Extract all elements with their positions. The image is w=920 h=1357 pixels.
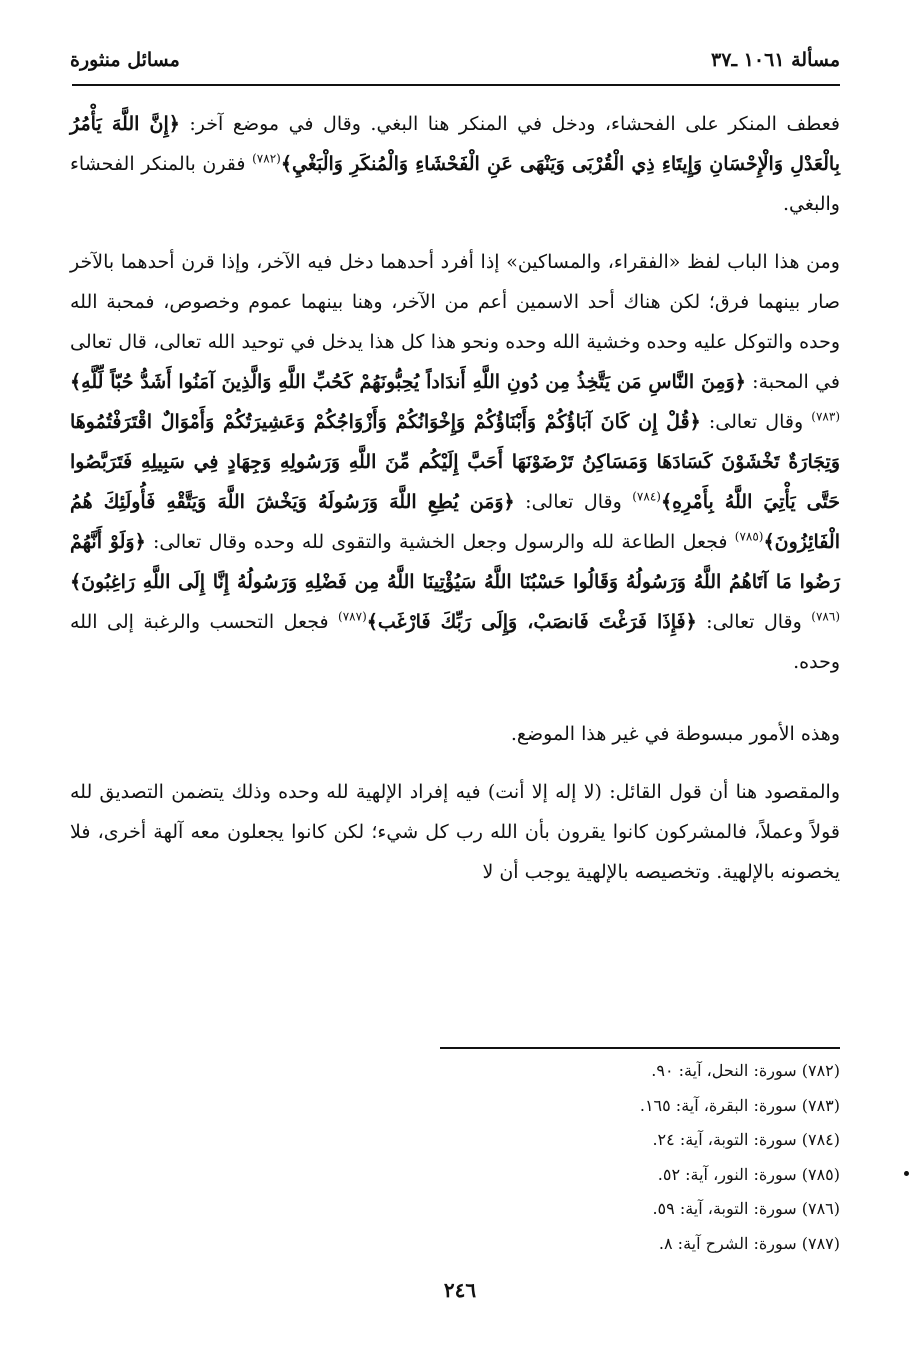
quran-verse: ﴿وَمِنَ النَّاسِ مَن يَتَّخِذُ مِن دُونِ اللَّهِ أَندَاداً يُحِبُّونَهُمْ كَحُبِّ اللَّهِ وَالَّذِينَ آمَنُوا أَشَدُّ حُبّاً لِّلَّهِ﴾ <box>70 371 746 393</box>
paragraph <box>70 242 840 682</box>
footnote-item: (٧٨٢) سورة: النحل، آية: ٩٠. <box>651 1061 840 1080</box>
footnotes-list <box>440 1054 840 1261</box>
paragraph-text: فجعل الطاعة لله والرسول وجعل الخشية والتقوى لله وحده وقال تعالى: <box>145 531 735 553</box>
paragraph-text: فعطف المنكر على الفحشاء، ودخل في المنكر هنا البغي. وقال في موضع آخر: <box>179 113 840 135</box>
footnote-item: (٧٨٤) سورة: التوبة، آية: ٢٤. <box>652 1130 840 1149</box>
main-text <box>70 104 840 892</box>
footnote-item: (٧٨٥) سورة: النور، آية: ٥٢. <box>657 1164 840 1184</box>
footnote-reference: (٧٨٢) <box>252 151 281 166</box>
footnote-reference: (٧٨٧) <box>338 609 367 624</box>
footnote-item: (٧٨٧) سورة: الشرح آية: ٨. <box>658 1233 840 1253</box>
quran-verse: ﴿وَلَوْ أَنَّهُمْ رَضُوا مَا آتَاهُمُ اللَّهُ وَرَسُولُهُ وَقَالُوا حَسْبُنَا اللَّهُ سَيُؤْتِينَا اللَّهُ مِن فَضْلِهِ وَرَسُولُهُ إِنَّا إِلَى اللَّهِ رَاغِبُونَ﴾ <box>70 531 840 593</box>
running-header <box>70 40 840 80</box>
quran-verse: ﴿قُلْ إِن كَانَ آبَاؤُكُمْ وَأَبْنَاؤُكُمْ وَإِخْوَانُكُمْ وَأَزْوَاجُكُمْ وَعَشِيرَتُكُمْ وَأَمْوَالٌ اقْتَرَفْتُمُوهَا وَتِجَارَةٌ تَخْشَوْنَ كَسَادَهَا وَمَسَاكِنُ تَرْضَوْنَهَا أَحَبَّ إِلَيْكُم مِّنَ اللَّهِ وَرَسُولِهِ وَجِهَادٍ فِي سَبِيلِهِ فَتَرَبَّصُوا حَتَّى يَأْتِيَ اللَّهُ بِأَمْرِهِ﴾ <box>70 411 840 513</box>
footnote-reference: (٧٨٥) <box>734 529 764 544</box>
footnote-reference: (٧٨٤) <box>632 489 661 504</box>
footnote-reference: (٧٨٣) <box>811 409 840 424</box>
paragraph-text: وهذه الأمور مبسوطة في غير هذا الموضع. <box>510 723 840 745</box>
paragraph-text: فجعل التحسب والرغبة إلى الله وحده. <box>70 611 840 673</box>
footnote-item: (٧٨٦) سورة: التوبة، آية: ٥٩. <box>652 1199 840 1218</box>
paragraph-text: والمقصود هنا أن قول القائل: (لا إله إلا أنت) فيه إفراد الإلهية لله وحده وذلك يتضمن التصديق لله قولاً وعملاً، فالمشركون كانوا يقرون بأن الله رب كل شيء؛ لكن كانوا يجعلون معه آلهة أخرى، فلا يخصونه بالإلهية. وتخصيصه بالإلهية يوجب أن لا <box>70 781 840 883</box>
paragraph-text: وقال تعالى: <box>514 491 633 513</box>
header-section-title: مسألة ١٠٦١ ـ٣٧ <box>711 49 840 71</box>
quran-verse: ﴿إِنَّ اللَّهَ يَأْمُرُ بِالْعَدْلِ وَالْإِحْسَانِ وَإِيتَاءِ ذِي الْقُرْبَى وَيَنْهَى عَنِ الْفَحْشَاءِ وَالْمُنكَرِ وَالْبَغْيِ﴾ <box>70 113 840 175</box>
footnote-divider <box>440 1047 840 1049</box>
page-number: ٢٤٦ <box>443 1278 477 1302</box>
quran-verse: ﴿فَإِذَا فَرَغْتَ فَانصَبْ، وَإِلَى رَبِّكَ فَارْغَب﴾ <box>366 611 697 633</box>
paragraph <box>70 714 840 754</box>
header-book-title: مسائل منثورة <box>70 49 180 71</box>
quran-verse: ﴿وَمَن يُطِعِ اللَّهَ وَرَسُولَهُ وَيَخْشَ اللَّهَ وَيَتَّقْهِ فَأُولَئِكَ هُمُ الْفَائِزُونَ﴾ <box>70 491 840 553</box>
paragraph-text: فقرن بالمنكر الفحشاء والبغي. <box>70 153 840 215</box>
paragraph-text: ومن هذا الباب لفظ «الفقراء، والمساكين» إذا أفرد أحدهما دخل فيه الآخر، وإذا قرن أحدهما بالآخر صار بينهما فرق؛ لكن هناك أحد الاسمين أعم من الآخر، وهنا بينهما عموم وخصوص، فمحبة الله وحده والتوكل عليه وحده وخشية الله وحده ونحو هذا كل هذا يدخل في توحيد الله تعالى، قال تعالى في المحبة: <box>70 251 840 393</box>
paragraph-text: وقال تعالى: <box>700 411 812 433</box>
paragraph-text: وقال تعالى: <box>696 611 812 633</box>
scan-mark <box>904 1171 909 1176</box>
header-divider <box>72 84 840 86</box>
footnote-item: (٧٨٣) سورة: البقرة، آية: ١٦٥. <box>639 1095 840 1115</box>
footnote-reference: (٧٨٦) <box>811 609 840 624</box>
paragraph <box>70 104 840 224</box>
paragraph <box>70 772 840 892</box>
